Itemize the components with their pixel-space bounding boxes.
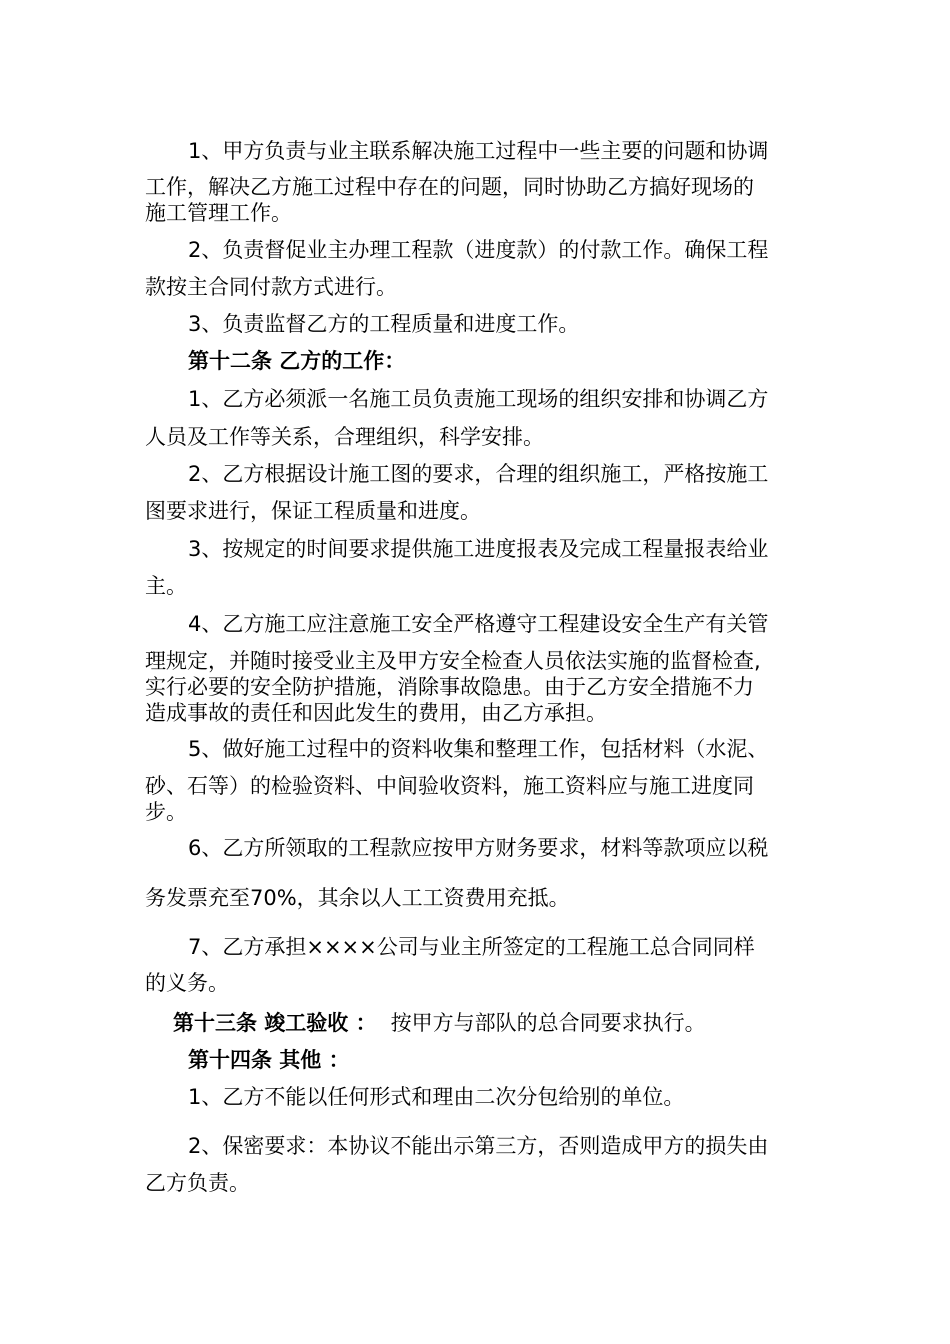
article-12-item-4-line-1: 4、乙方施工应注意施工安全严格遵守工程建设安全生产有关管 xyxy=(188,612,769,636)
article-12-item-7-line-1: 7、乙方承担××××公司与业主所签定的工程施工总合同同样 xyxy=(188,935,755,959)
party-a-item-1-line-2: 工作，解决乙方施工过程中存在的问题，同时协助乙方搞好现场的 xyxy=(145,175,754,199)
article-12-item-5-line-1: 5、做好施工过程中的资料收集和整理工作，包括材料（水泥、 xyxy=(188,737,769,761)
article-12-heading: 第十二条 乙方的工作： xyxy=(188,349,406,373)
party-a-item-1-line-3: 施工管理工作。 xyxy=(145,201,292,225)
article-12-item-3-line-1: 3、按规定的时间要求提供施工进度报表及完成工程量报表给业 xyxy=(188,537,769,561)
article-13 xyxy=(173,1010,853,1036)
article-12-item-7-line-2: 的义务。 xyxy=(145,971,229,995)
article-12-item-5-line-3: 步。 xyxy=(145,800,187,824)
party-a-item-2-line-2: 款按主合同付款方式进行。 xyxy=(145,275,397,299)
article-12-item-4-line-3: 实行必要的安全防护措施，消除事故隐患。由于乙方安全措施不力 xyxy=(145,675,754,699)
article-12-item-6-line-1: 6、乙方所领取的工程款应按甲方财务要求，材料等款项应以税 xyxy=(188,836,769,860)
article-14-item-2-line-1: 2、保密要求：本协议不能出示第三方，否则造成甲方的损失由 xyxy=(188,1134,769,1158)
party-a-item-3-line-1: 3、负责监督乙方的工程质量和进度工作。 xyxy=(188,312,580,336)
article-12-item-2-line-1: 2、乙方根据设计施工图的要求，合理的组织施工，严格按施工 xyxy=(188,462,769,486)
article-14-item-1-line-1: 1、乙方不能以任何形式和理由二次分包给别的单位。 xyxy=(188,1085,685,1109)
article-13-label: 第十三条 竣工验收 ： xyxy=(173,1011,377,1035)
article-12-item-2-line-2: 图要求进行，保证工程质量和进度。 xyxy=(145,499,481,523)
article-12-item-5-line-2: 砂、石等）的检验资料、中间验收资料，施工资料应与施工进度同 xyxy=(145,774,754,798)
article-12-item-4-line-2: 理规定，并随时接受业主及甲方安全检查人员依法实施的监督检查, xyxy=(145,649,761,673)
article-13-text: 按甲方与部队的总合同要求执行。 xyxy=(390,1011,706,1035)
article-12-item-3-line-2: 主。 xyxy=(145,574,187,598)
article-14-heading: 第十四条 其他 ： xyxy=(188,1048,350,1072)
party-a-item-1-line-1: 1、甲方负责与业主联系解决施工过程中一些主要的问题和协调 xyxy=(188,139,769,163)
article-12-item-6-line-2: 务发票充至70%，其余以人工工资费用充抵。 xyxy=(145,886,570,910)
party-a-item-2-line-1: 2、负责督促业主办理工程款（进度款）的付款工作。确保工程 xyxy=(188,238,769,262)
article-14-item-2-line-2: 乙方负责。 xyxy=(145,1171,250,1195)
article-12-item-1-line-2: 人员及工作等关系，合理组织，科学安排。 xyxy=(145,425,544,449)
article-12-item-4-line-4: 造成事故的责任和因此发生的费用，由乙方承担。 xyxy=(145,701,607,725)
article-12-item-1-line-1: 1、乙方必须派一名施工员负责施工现场的组织安排和协调乙方 xyxy=(188,387,769,411)
